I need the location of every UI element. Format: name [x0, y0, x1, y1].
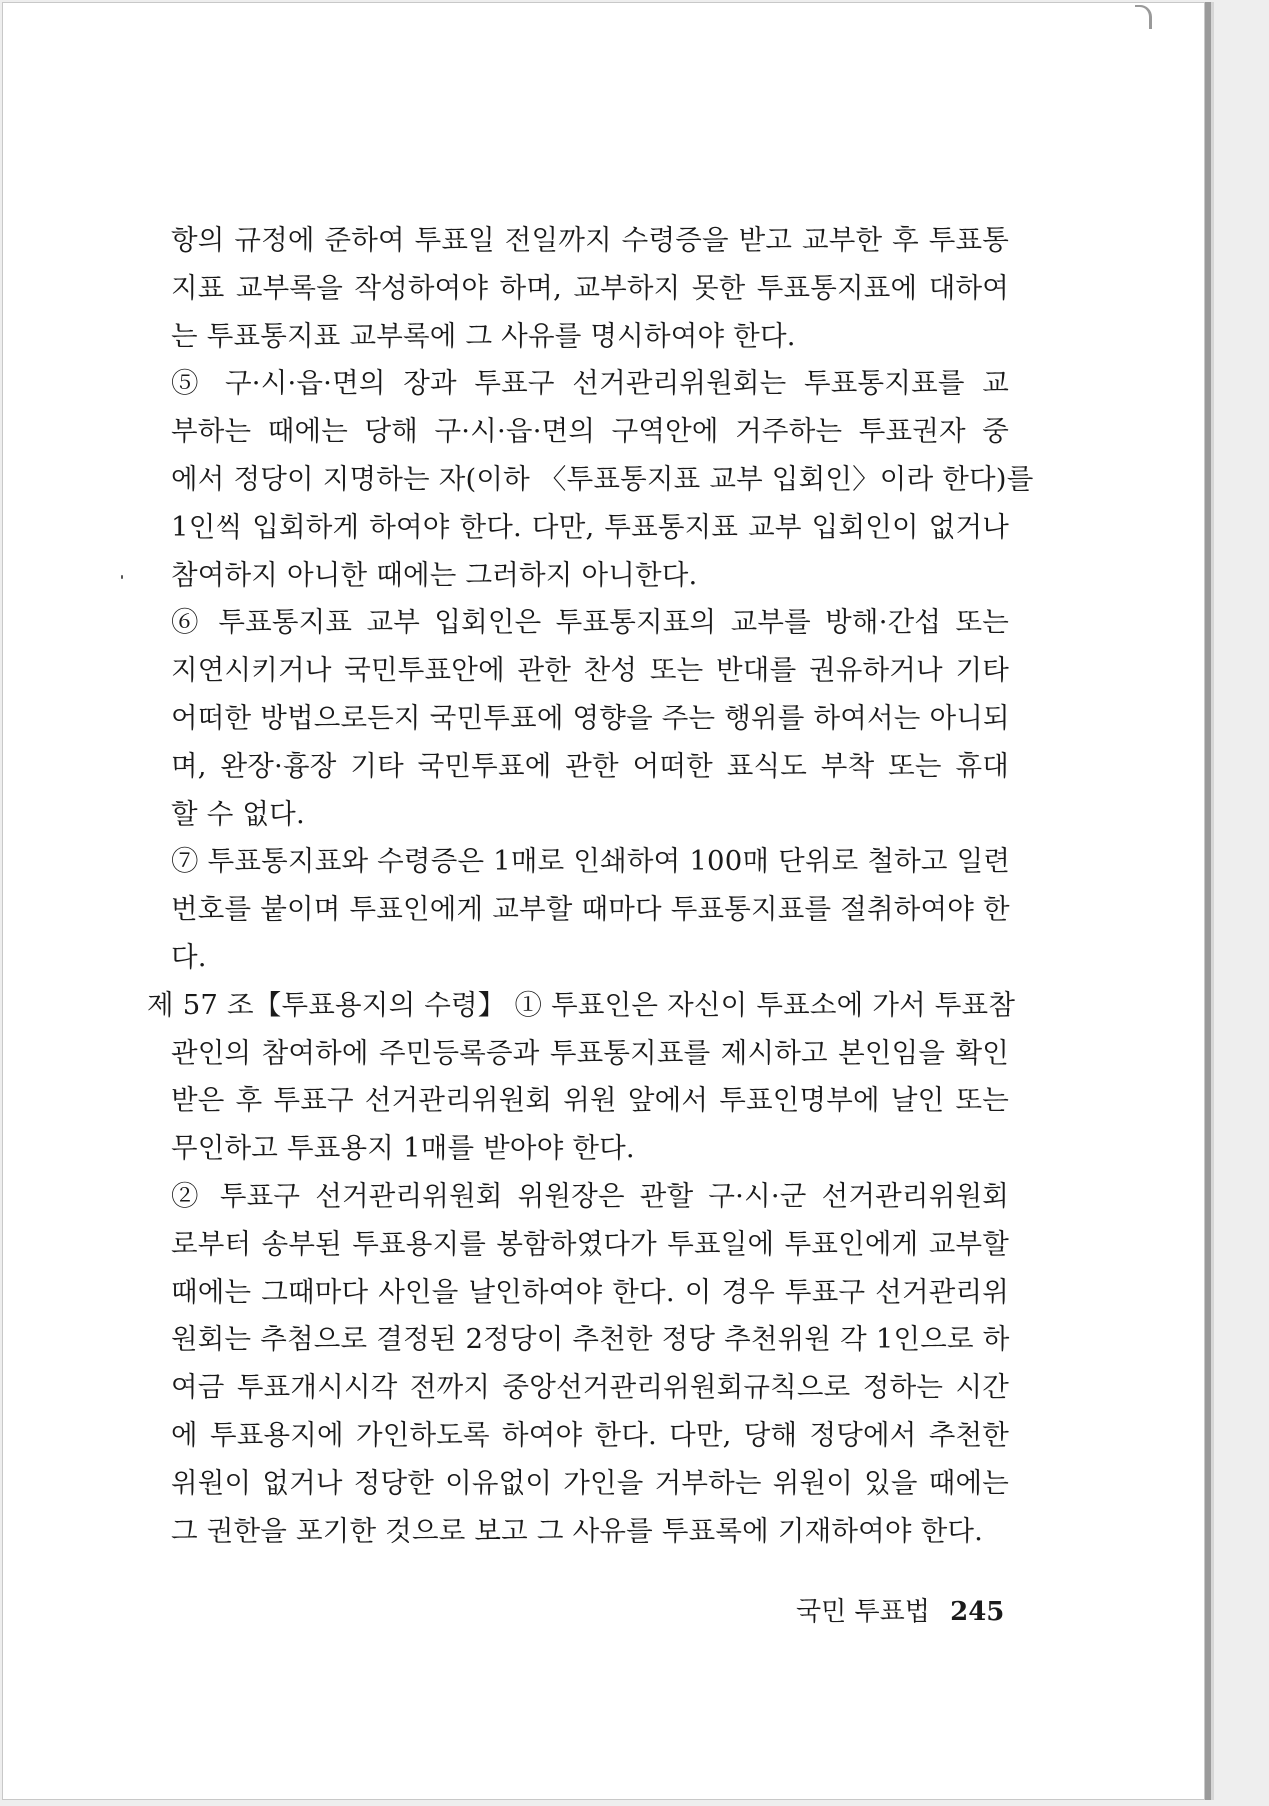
text-line: 무인하고 투표용지 1매를 받아야 한다.	[171, 1132, 635, 1165]
text-line: 부하는 때에는 당해 구·시·읍·면의 구역안에 거주하는 투표권자 중	[171, 415, 1009, 448]
page-footer	[796, 1591, 1004, 1628]
page-number: 245	[950, 1597, 1005, 1627]
text-line: 때에는 그때마다 사인을 날인하여야 한다. 이 경우 투표구 선거관리위	[171, 1275, 1009, 1308]
text-line: ⑤ 구·시·읍·면의 장과 투표구 선거관리위원회는 투표통지표를 교	[171, 367, 1009, 400]
text-line: ⑦ 투표통지표와 수령증은 1매로 인쇄하여 100매 단위로 철하고 일련	[171, 845, 1011, 878]
text-line: 다.	[171, 940, 207, 973]
text-line: 에서 정당이 지명하는 자(이하 〈투표통지표 교부 입회인〉이라 한다)를	[171, 462, 1034, 495]
text-line: 번호를 붙이며 투표인에게 교부할 때마다 투표통지표를 절취하여야 한	[171, 893, 1010, 926]
page-edge	[1135, 5, 1152, 29]
running-title: 국민 투표법	[796, 1597, 930, 1627]
text-line: 여금 투표개시시각 전까지 중앙선거관리위원회규칙으로 정하는 시간	[171, 1371, 1009, 1404]
text-line: 로부터 송부된 투표용지를 봉함하였다가 투표일에 투표인에게 교부할	[171, 1227, 1009, 1260]
scan-speck	[121, 575, 123, 579]
text-line: 관인의 참여하에 주민등록증과 투표통지표를 제시하고 본인임을 확인	[171, 1036, 1009, 1069]
text-line: 는 투표통지표 교부록에 그 사유를 명시하여야 한다.	[171, 319, 796, 352]
text-line: 며, 완장·흉장 기타 국민투표에 관한 어떠한 표식도 부착 또는 휴대	[171, 749, 1009, 782]
document-page	[2, 2, 1205, 1800]
text-line: 위원이 없거나 정당한 이유없이 가인을 거부하는 위원이 있을 때에는	[171, 1466, 1009, 1499]
text-line: 받은 후 투표구 선거관리위원회 위원 앞에서 투표인명부에 날인 또는	[171, 1084, 1009, 1117]
text-line: 지연시키거나 국민투표안에 관한 찬성 또는 반대를 권유하거나 기타	[171, 654, 1009, 687]
text-line: 할 수 없다.	[171, 797, 305, 830]
text-line: 에 투표용지에 가인하도록 하여야 한다. 다만, 당해 정당에서 추천한	[171, 1418, 1009, 1451]
text-line: 어떠한 방법으로든지 국민투표에 영향을 주는 행위를 하여서는 아니되	[171, 701, 1010, 734]
article-heading-line: 제 57 조【투표용지의 수령】 ① 투표인은 자신이 투표소에 가서 투표참	[147, 988, 1016, 1021]
body-text	[147, 217, 1034, 1555]
text-line: 항의 규정에 준하여 투표일 전일까지 수령증을 받고 교부한 후 투표통	[171, 224, 1009, 256]
text-line: 그 권한을 포기한 것으로 보고 그 사유를 투표록에 기재하여야 한다.	[171, 1514, 984, 1547]
text-line: 참여하지 아니한 때에는 그러하지 아니한다.	[171, 558, 698, 591]
text-line: ② 투표구 선거관리위원회 위원장은 관할 구·시·군 선거관리위원회	[171, 1179, 1009, 1212]
text-line: 원회는 추첨으로 결정된 2정당이 추천한 정당 추천위원 각 1인으로 하	[171, 1323, 1010, 1356]
text-line: 1인씩 입회하게 하여야 한다. 다만, 투표통지표 교부 입회인이 없거나	[171, 510, 1009, 543]
text-line: ⑥ 투표통지표 교부 입회인은 투표통지표의 교부를 방해·간섭 또는	[171, 606, 1009, 639]
text-line: 지표 교부록을 작성하여야 하며, 교부하지 못한 투표통지표에 대하여	[171, 271, 1009, 304]
